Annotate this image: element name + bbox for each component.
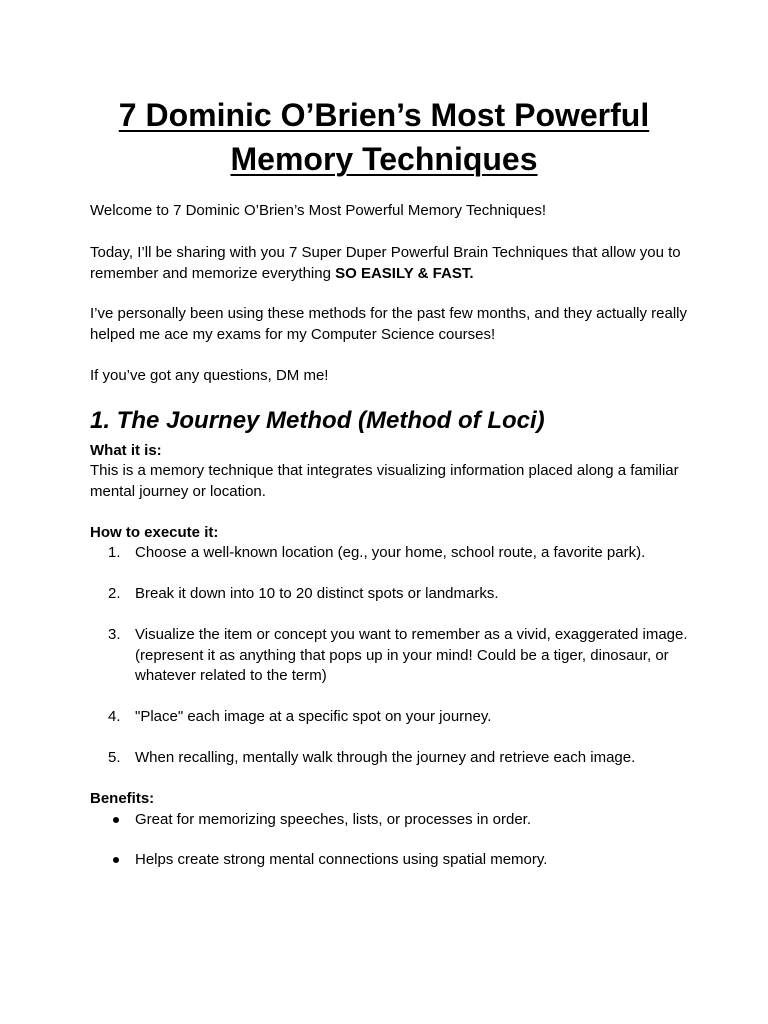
benefit-text: Helps create strong mental connections using spatial memory. bbox=[135, 851, 548, 868]
bullet-icon bbox=[113, 817, 119, 823]
document-title bbox=[60, 93, 708, 181]
benefit-item bbox=[90, 850, 690, 871]
intro-today bbox=[90, 243, 690, 284]
intro-today-text: Today, I’ll be sharing with you 7 Super Duper Powerful Brain Techniques that allow you to remember and memorize everything bbox=[90, 244, 681, 282]
benefit-item bbox=[90, 810, 690, 831]
step-number: 5. bbox=[108, 749, 121, 766]
step-text: When recalling, mentally walk through the journey and retrieve each image. bbox=[135, 749, 636, 766]
step-item bbox=[90, 584, 690, 605]
what-it-is-label: What it is: bbox=[90, 442, 162, 459]
step-item bbox=[90, 748, 690, 769]
how-to-execute-label: How to execute it: bbox=[90, 524, 219, 541]
step-item bbox=[90, 625, 690, 687]
benefit-text: Great for memorizing speeches, lists, or processes in order. bbox=[135, 811, 531, 828]
benefits-label: Benefits: bbox=[90, 790, 155, 807]
step-text: "Place" each image at a specific spot on your journey. bbox=[135, 708, 492, 725]
step-number: 2. bbox=[108, 585, 121, 602]
step-item bbox=[90, 543, 690, 564]
what-it-is-text: This is a memory technique that integrates visualizing information placed along a familiar mental journey or location. bbox=[90, 462, 679, 500]
bullet-icon bbox=[113, 857, 119, 863]
step-text: Visualize the item or concept you want to remember as a vivid, exaggerated image. (represent it as anything that pops up in your mind! Could be a tiger, dinosaur, or whatever related to the term) bbox=[135, 626, 688, 684]
intro-questions: If you’ve got any questions, DM me! bbox=[90, 367, 329, 384]
step-number: 3. bbox=[108, 626, 121, 643]
section-1-heading: 1. The Journey Method (Method of Loci) bbox=[90, 407, 545, 434]
step-text: Break it down into 10 to 20 distinct spots or landmarks. bbox=[135, 585, 499, 602]
intro-welcome: Welcome to 7 Dominic O’Brien’s Most Powerful Memory Techniques! bbox=[90, 202, 547, 219]
step-number: 4. bbox=[108, 708, 121, 725]
document-title-line-2: Memory Techniques bbox=[230, 141, 538, 177]
step-item bbox=[90, 707, 690, 728]
document-title-line-1: 7 Dominic O’Brien’s Most Powerful bbox=[118, 97, 650, 133]
step-number: 1. bbox=[108, 544, 121, 561]
intro-personal: I’ve personally been using these methods for the past few months, and they actually really helped me ace my exams for my Computer Science courses! bbox=[90, 305, 688, 343]
intro-today-emphasis: SO EASILY & FAST. bbox=[335, 264, 474, 282]
step-text: Choose a well-known location (eg., your home, school route, a favorite park). bbox=[135, 544, 646, 561]
